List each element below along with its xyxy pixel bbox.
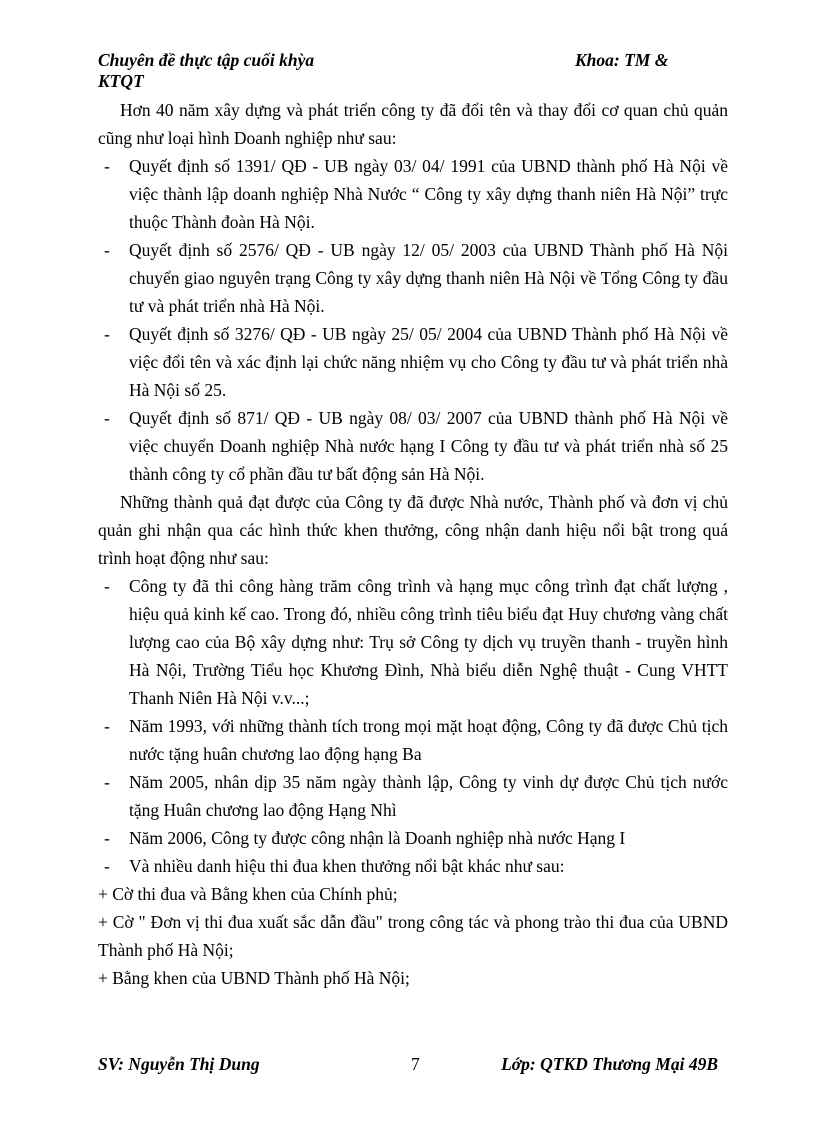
- list-item: [98, 712, 728, 768]
- achievement-text: Công ty đã thi công hàng trăm công trình và hạng mục công trình đạt chất lượng , hiệu quả kinh kế cao. Trong đó, nhiều công trình tiêu biểu đạt Huy chương vàng chất lượng cao của Bộ xây dựng như: Trụ sở Công ty dịch vụ truyền thanh - truyền hình Hà Nội, Trường Tiểu học Khương Đình, Nhà biểu diễn Nghệ thuật - Cung VHTT Thanh Niên Hà Nội v.v...;: [129, 576, 728, 708]
- list-item: [98, 852, 728, 880]
- list-item: [98, 572, 728, 712]
- decision-text: Quyết định số 871/ QĐ - UB ngày 08/ 03/ 2007 của UBND thành phố Hà Nội về việc chuyển Doanh nghiệp Nhà nước hạng I Công ty đầu tư và phát triển nhà số 25 thành công ty cổ phần đầu tư bất động sản Hà Nội.: [129, 408, 728, 484]
- decision-text: Quyết định số 1391/ QĐ - UB ngày 03/ 04/ 1991 của UBND thành phố Hà Nội về việc thành lập doanh nghiệp Nhà Nước “ Công ty xây dựng thanh niên Hà Nội” trực thuộc Thành đoàn Hà Nội.: [129, 156, 728, 232]
- footer-class: Lớp: QTKD Thương Mại 49B: [501, 1054, 718, 1074]
- bullet-dash: -: [104, 240, 110, 260]
- achievement-text: Năm 1993, với những thành tích trong mọi mặt hoạt động, Công ty đã được Chủ tịch nước tặng huân chương lao động hạng Ba: [129, 716, 728, 764]
- header-department: Khoa: TM &: [575, 50, 669, 70]
- footer-student: SV: Nguyễn Thị Dung: [98, 1054, 260, 1074]
- decision-text: Quyết định số 2576/ QĐ - UB ngày 12/ 05/ 2003 của UBND Thành phố Hà Nội chuyển giao nguyên trạng Công ty xây dựng thanh niên Hà Nội về Tổng Công ty đầu tư và phát triển nhà Hà Nội.: [129, 240, 728, 316]
- achievement-text: Năm 2005, nhân dịp 35 năm ngày thành lập, Công ty vinh dự được Chủ tịch nước tặng Huân chương lao động Hạng Nhì: [129, 772, 728, 820]
- achievements-paragraph: Những thành quả đạt được của Công ty đã được Nhà nước, Thành phố và đơn vị chủ quản ghi nhận qua các hình thức khen thưởng, công nhận danh hiệu nổi bật trong quá trình hoạt động như sau:: [98, 492, 728, 568]
- bullet-dash: -: [104, 716, 110, 736]
- award-line: + Cờ thi đua và Bằng khen của Chính phủ;: [98, 884, 398, 904]
- achievement-text: Năm 2006, Công ty được công nhận là Doanh nghiệp nhà nước Hạng I: [129, 828, 626, 848]
- bullet-dash: -: [104, 828, 110, 848]
- list-item: [98, 236, 728, 320]
- decision-text: Quyết định số 3276/ QĐ - UB ngày 25/ 05/ 2004 của UBND Thành phố Hà Nội về việc đổi tên và xác định lại chức năng nhiệm vụ cho Công ty đầu tư và phát triển nhà Hà Nội số 25.: [129, 324, 728, 400]
- page-header: [98, 50, 738, 92]
- list-item: [98, 152, 728, 236]
- bullet-dash: -: [104, 856, 110, 876]
- header-title-continued: KTQT: [98, 71, 144, 91]
- page-footer: [98, 1054, 738, 1080]
- bullet-dash: -: [104, 772, 110, 792]
- achievement-list: [98, 572, 728, 880]
- achievement-text: Và nhiều danh hiệu thi đua khen thưởng nổi bật khác như sau:: [129, 856, 565, 876]
- bullet-dash: -: [104, 408, 110, 428]
- document-body: [98, 96, 728, 992]
- bullet-dash: -: [104, 576, 110, 596]
- award-line: + Cờ " Đơn vị thi đua xuất sắc dẫn đầu" trong công tác và phong trào thi đua của UBND Thành phố Hà Nội;: [98, 912, 728, 960]
- header-title: Chuyên đề thực tập cuối khỳa: [98, 50, 315, 70]
- bullet-dash: -: [104, 156, 110, 176]
- list-item: [98, 320, 728, 404]
- award-line: + Bằng khen của UBND Thành phố Hà Nội;: [98, 968, 410, 988]
- list-item: [98, 824, 728, 852]
- bullet-dash: -: [104, 324, 110, 344]
- list-item: [98, 768, 728, 824]
- page-number: 7: [411, 1054, 420, 1074]
- decision-list: [98, 152, 728, 488]
- list-item: [98, 404, 728, 488]
- intro-paragraph: Hơn 40 năm xây dựng và phát triển công ty đã đổi tên và thay đổi cơ quan chủ quản cũng như loại hình Doanh nghiệp như sau:: [98, 100, 728, 148]
